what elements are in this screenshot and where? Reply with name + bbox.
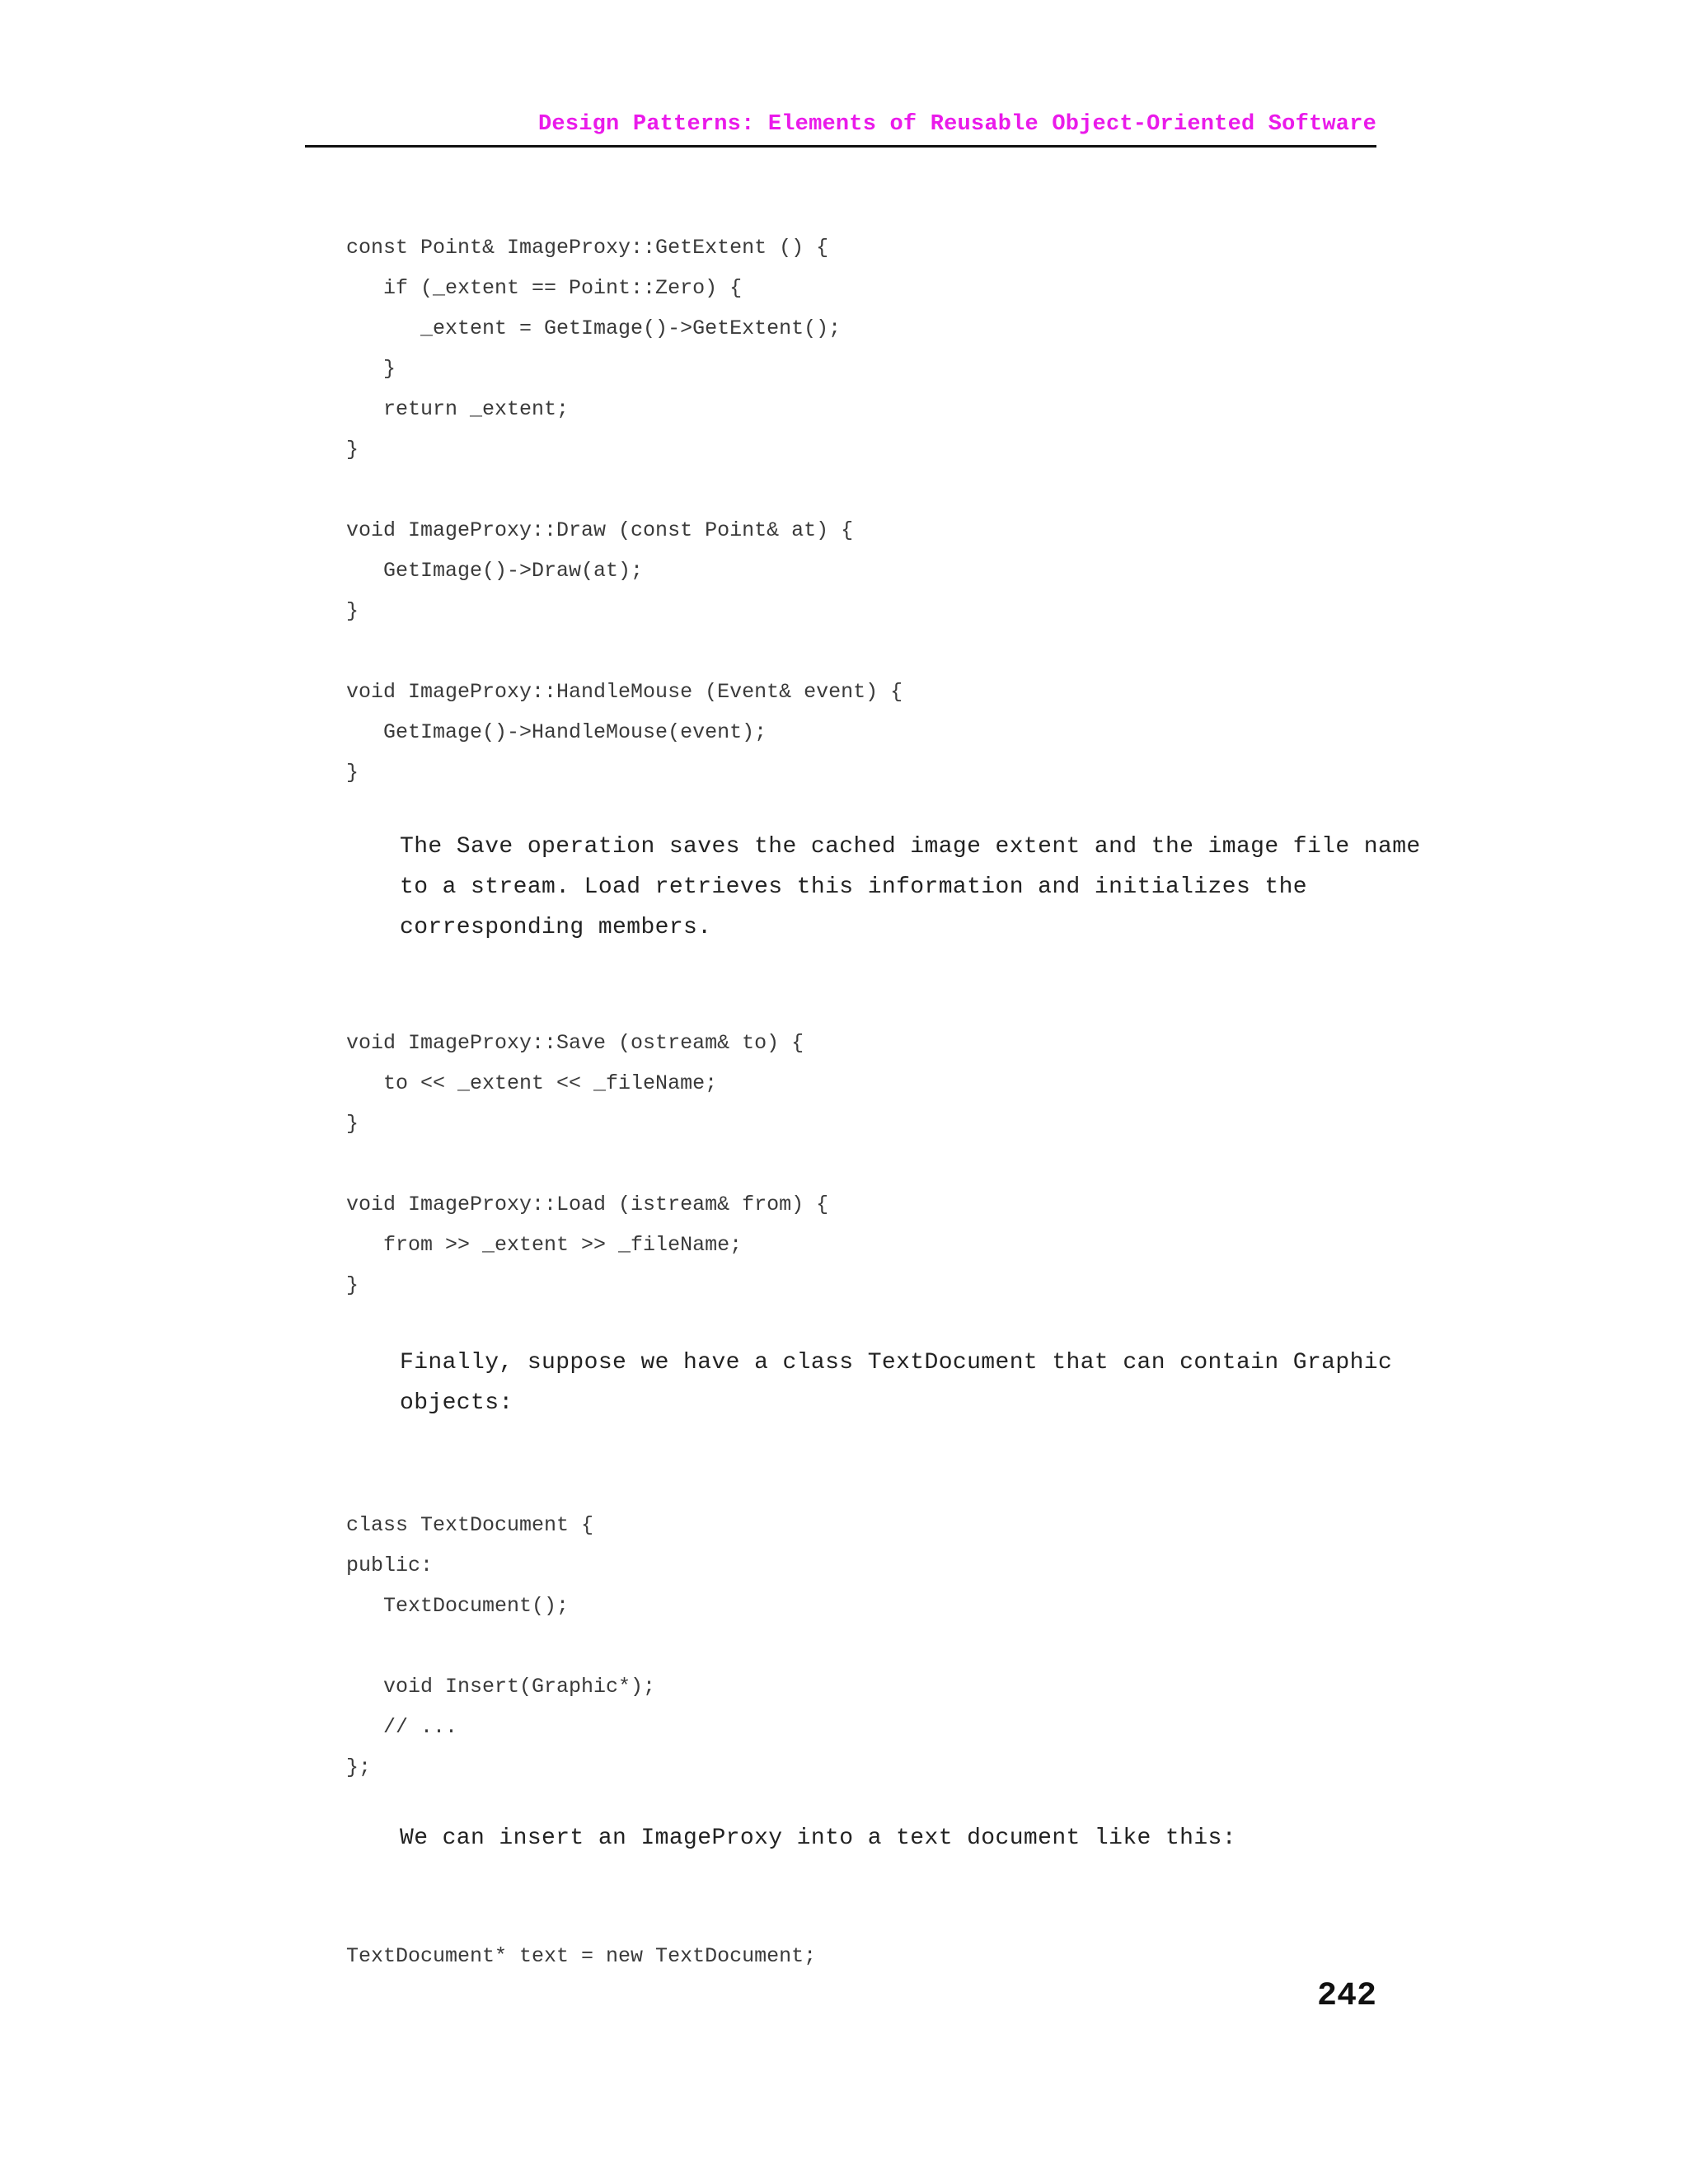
code-line: public:: [346, 1554, 434, 1577]
text-line: objects:: [400, 1390, 513, 1416]
code-line: }: [346, 357, 396, 381]
code-line: GetImage()->HandleMouse(event);: [346, 720, 767, 744]
code-line: return _extent;: [346, 397, 570, 421]
code-line: }: [346, 1112, 359, 1136]
code-line: }: [346, 599, 359, 623]
code-line: _extent = GetImage()->GetExtent();: [346, 316, 842, 340]
code-line: const Point& ImageProxy::GetExtent () {: [346, 236, 829, 260]
running-header: [305, 107, 1376, 148]
page-number: 242: [1316, 1978, 1376, 2015]
code-line: }: [346, 761, 359, 785]
code-line: void ImageProxy::Draw (const Point& at) {: [346, 518, 854, 542]
code-line: };: [346, 1755, 372, 1779]
code-line: void ImageProxy::Load (istream& from) {: [346, 1193, 829, 1216]
code-line: TextDocument();: [346, 1594, 570, 1618]
code-line: }: [346, 1273, 359, 1297]
text-line: Finally, suppose we have a class TextDocument that can contain Graphic: [400, 1350, 1393, 1376]
code-line: // ...: [346, 1715, 458, 1739]
code-line: from >> _extent >> _fileName;: [346, 1233, 743, 1257]
text-line: We can insert an ImageProxy into a text document like this:: [400, 1825, 1236, 1851]
code-line: to << _extent << _fileName;: [346, 1071, 718, 1095]
code-line: GetImage()->Draw(at);: [346, 559, 644, 583]
code-line: class TextDocument {: [346, 1513, 594, 1537]
code-line: TextDocument* text = new TextDocument;: [346, 1944, 817, 1968]
code-line: void ImageProxy::Save (ostream& to) {: [346, 1031, 804, 1055]
text-line: corresponding members.: [400, 915, 712, 940]
book-title: Design Patterns: Elements of Reusable Object-Oriented Software: [538, 112, 1376, 137]
code-line: void ImageProxy::HandleMouse (Event& event) {: [346, 680, 903, 704]
text-line: The Save operation saves the cached image extent and the image file name: [400, 834, 1421, 860]
code-line: }: [346, 438, 359, 462]
text-line: to a stream. Load retrieves this information and initializes the: [400, 874, 1307, 900]
code-line: void Insert(Graphic*);: [346, 1675, 656, 1699]
code-line: if (_extent == Point::Zero) {: [346, 276, 743, 300]
